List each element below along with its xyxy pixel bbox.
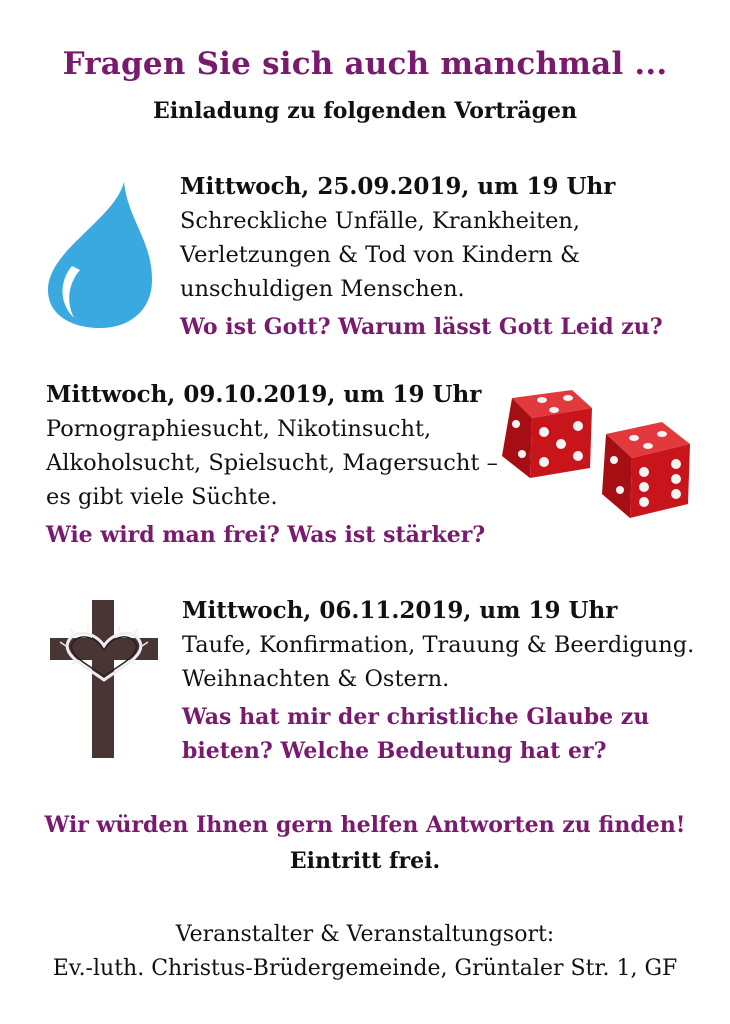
cross-with-crown-of-thorns-icon [48, 598, 160, 760]
help-statement: Wir würden Ihnen gern helfen Antworten zu finden! [44, 812, 686, 838]
organizer-label: Veranstalter & Veranstaltungsort: [175, 922, 555, 947]
event-3-description-line: Weihnachten & Ostern. [182, 666, 450, 692]
page-subtitle: Einladung zu folgenden Vorträgen [153, 98, 577, 124]
dice-icon [494, 386, 704, 526]
event-3-date: Mittwoch, 06.11.2019, um 19 Uhr [182, 597, 618, 624]
entry-free: Eintritt frei. [289, 848, 441, 874]
organizer-address: Ev.-luth. Christus-Brüdergemeinde, Grüntaler Str. 1, GF [52, 956, 678, 981]
event-1 [180, 170, 720, 344]
event-1-question: Wo ist Gott? Warum lässt Gott Leid zu? [180, 314, 663, 340]
event-3-description-line: Taufe, Konfirmation, Trauung & Beerdigung. [182, 632, 695, 658]
event-1-description-line: Verletzungen & Tod von Kindern & [180, 242, 581, 268]
event-2-question: Wie wird man frei? Was ist stärker? [46, 522, 486, 548]
event-3 [182, 594, 722, 768]
event-3-question-line: Was hat mir der christliche Glaube zu [182, 704, 650, 730]
event-2-date: Mittwoch, 09.10.2019, um 19 Uhr [46, 381, 482, 408]
event-2-description-line: es gibt viele Süchte. [46, 484, 278, 510]
event-2 [46, 378, 516, 552]
water-drop-icon [44, 180, 156, 330]
event-2-description-line: Alkoholsucht, Spielsucht, Magersucht – [46, 450, 498, 476]
event-2-description-line: Pornographiesucht, Nikotinsucht, [46, 416, 432, 442]
page-title: Fragen Sie sich auch manchmal ... [62, 46, 668, 82]
event-1-description-line: Schreckliche Unfälle, Krankheiten, [180, 208, 581, 234]
event-1-date: Mittwoch, 25.09.2019, um 19 Uhr [180, 173, 616, 200]
event-3-question-line: bieten? Welche Bedeutung hat er? [182, 738, 607, 764]
event-1-description-line: unschuldigen Menschen. [180, 276, 465, 302]
